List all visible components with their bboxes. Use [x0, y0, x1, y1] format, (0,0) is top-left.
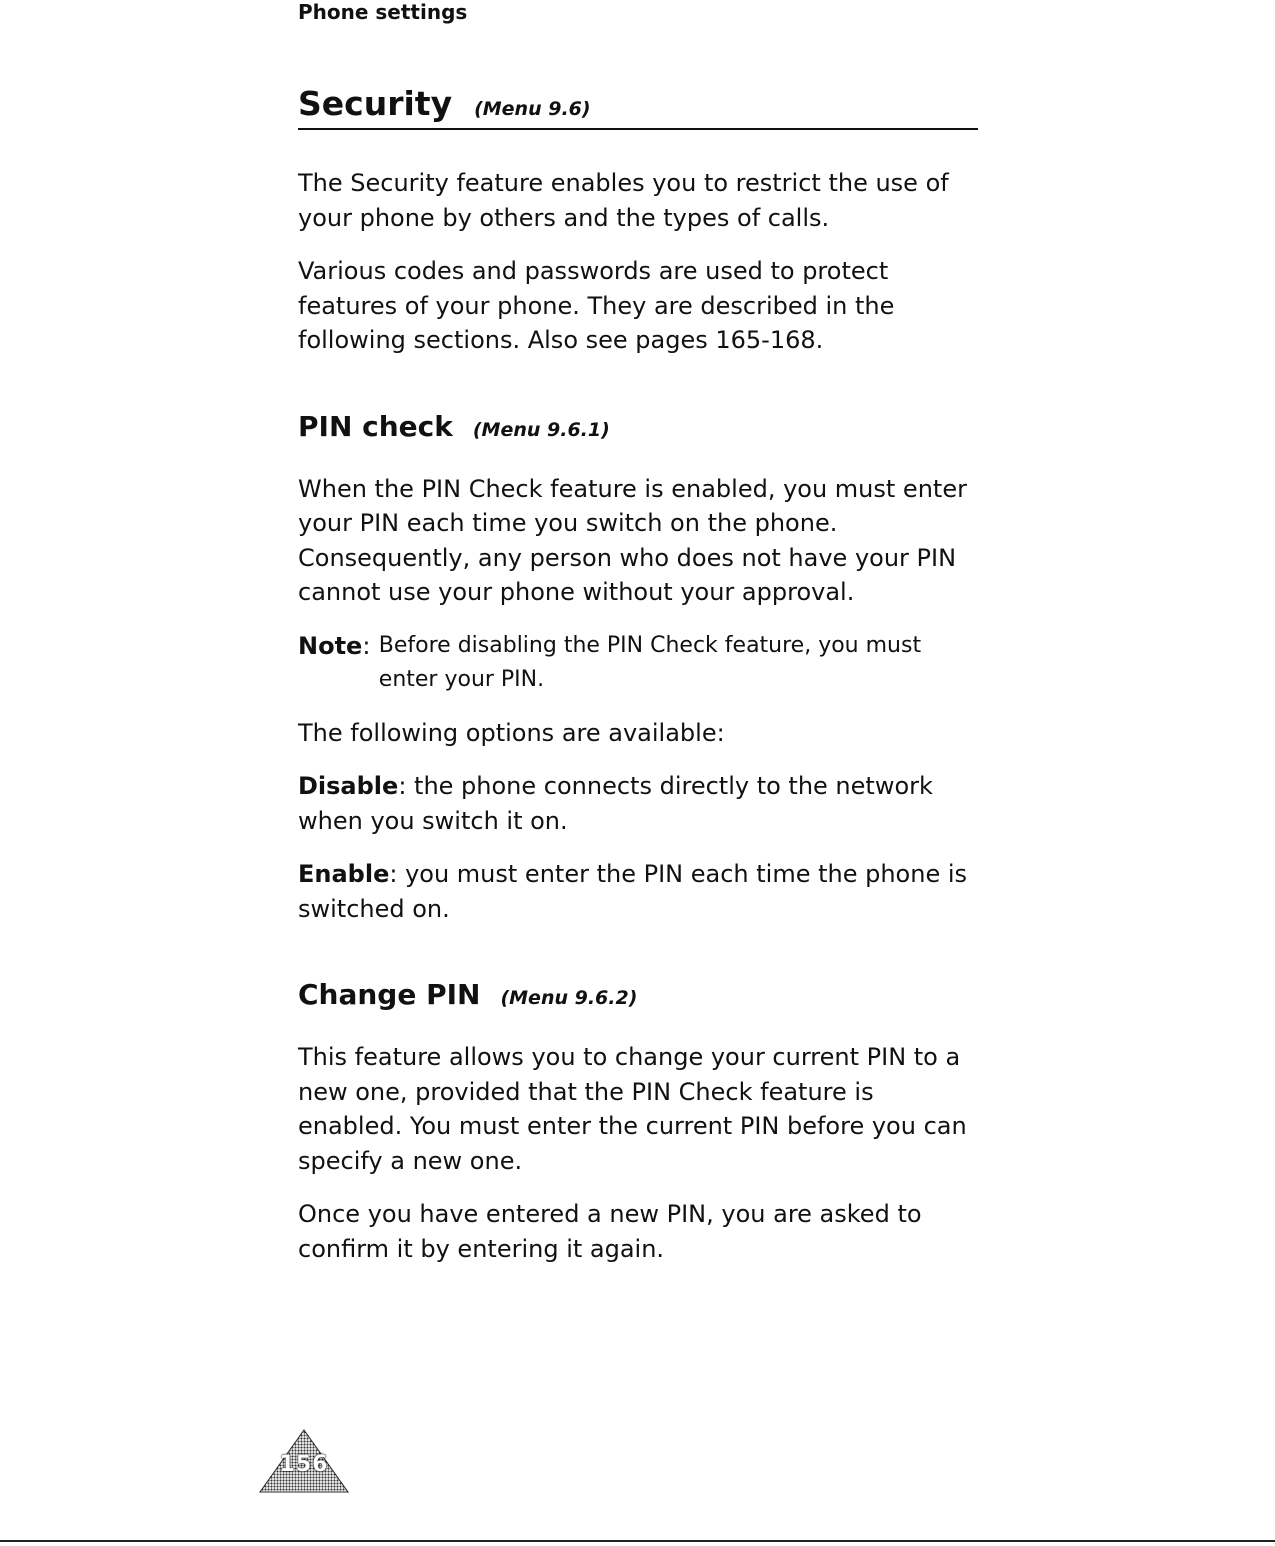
option-disable-label: Disable [298, 772, 399, 800]
subsection-title-change-pin [298, 978, 978, 1012]
section-title-text: Security [298, 84, 453, 123]
running-head: Phone settings [298, 0, 468, 24]
note-text: Before disabling the PIN Check feature, you must enter your PIN. [378, 632, 922, 692]
security-intro-paragraph: The Security feature enables you to restrict the use of your phone by others and the types of calls. [298, 169, 949, 232]
option-enable-text: : you must enter the PIN each time the phone is switched on. [298, 860, 968, 923]
section-title-security [298, 84, 978, 130]
pin-check-note [298, 629, 978, 697]
change-pin-paragraph-2: Once you have entered a new PIN, you are asked to confirm it by entering it again. [298, 1200, 922, 1263]
section-menu-ref: (Menu 9.6) [474, 98, 591, 120]
pin-check-menu-ref: (Menu 9.6.1) [472, 418, 610, 441]
bottom-rule [0, 1540, 1275, 1542]
change-pin-paragraph-1: This feature allows you to change your current PIN to a new one, provided that the PIN Check feature is enabled. You must enter the current PIN before you can specify a new one. [298, 1043, 967, 1175]
pin-check-title-text: PIN check [298, 409, 453, 443]
subsection-title-pin-check [298, 410, 978, 444]
option-disable [298, 769, 978, 838]
change-pin-title-text: Change PIN [298, 978, 481, 1011]
option-disable-text: : the phone connects directly to the network when you switch it on. [298, 772, 933, 835]
change-pin-menu-ref: (Menu 9.6.2) [500, 987, 638, 1009]
note-label-text: Note [298, 631, 363, 660]
security-codes-paragraph: Various codes and passwords are used to protect features of your phone. They are described in the following sections. Also see pages 165-168. [298, 257, 895, 354]
page-content [298, 84, 978, 1266]
option-enable-label: Enable [298, 860, 390, 888]
pin-check-paragraph: When the PIN Check feature is enabled, you must enter your PIN each time you switch on the phone. Consequently, any person who does not have your PIN cannot use your phone without your approval. [298, 474, 967, 606]
page-number: 156 [279, 1452, 329, 1477]
options-intro: The following options are available: [298, 718, 725, 747]
option-enable [298, 857, 978, 926]
note-label-colon: : [362, 631, 371, 660]
note-label [298, 629, 379, 697]
